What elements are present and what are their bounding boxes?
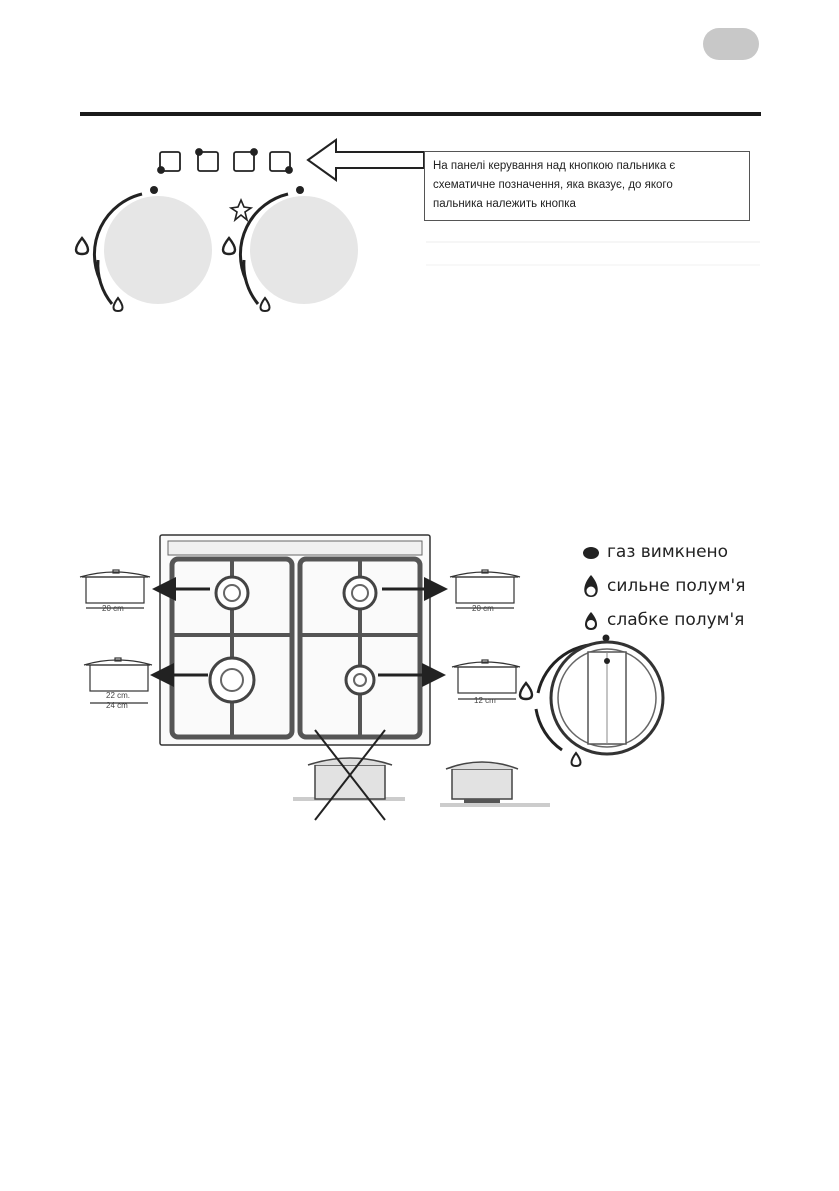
- header-divider: [80, 112, 761, 116]
- flame-icon: [580, 608, 602, 632]
- legend-high: [580, 573, 745, 599]
- burner-bottom-right: [346, 666, 374, 694]
- knob-large: [520, 635, 663, 767]
- off-dot-icon: [296, 186, 304, 194]
- flame-icon: [223, 238, 235, 254]
- pot-size-label: 20 cm: [472, 604, 494, 613]
- callout-line: пальника належить кнопка: [433, 198, 576, 210]
- burner-top-left: [216, 577, 248, 609]
- burner-position-icon: [196, 149, 218, 171]
- flame-icon: [114, 298, 123, 311]
- flame-icon: [261, 298, 270, 311]
- pot-correct-size: [440, 762, 550, 807]
- off-dot-icon: [603, 635, 610, 642]
- hob-top: [160, 535, 430, 745]
- pot-top-right: [450, 570, 520, 608]
- flame-icon: [76, 238, 88, 254]
- burner-position-icon: [158, 152, 180, 173]
- knob-left: [76, 186, 212, 311]
- pot-bottom-right: [452, 660, 520, 699]
- spark-icon: [231, 200, 251, 220]
- flame-icon: [520, 683, 532, 699]
- legend-low: [580, 607, 744, 633]
- page-number-tab: [703, 28, 759, 60]
- legend-high-label: сильне полум'я: [607, 576, 746, 596]
- pot-size-label: 24 cm: [106, 701, 128, 710]
- burner-position-icon: [234, 149, 257, 171]
- pot-size-label: 12 cm: [474, 696, 496, 705]
- knob-right: [223, 186, 358, 311]
- legend-low-label: слабке полум'я: [607, 610, 745, 630]
- pot-top-left: [80, 570, 150, 608]
- arrow-left-icon: [308, 140, 424, 180]
- hob-figure: [60, 515, 780, 825]
- flame-icon: [580, 573, 602, 599]
- legend-off-label: газ вимкнено: [607, 542, 729, 562]
- burner-bottom-left: [210, 658, 254, 702]
- callout-line: На панелі керування над кнопкою пальника є: [433, 160, 676, 172]
- burner-position-icon: [270, 152, 292, 173]
- flame-icon: [572, 753, 581, 766]
- pot-size-label: 22 cm.: [106, 691, 131, 700]
- off-dot-icon: [580, 543, 602, 561]
- burner-top-right: [344, 577, 376, 609]
- legend-off: [580, 539, 728, 565]
- callout-line: схематичне позначення, яка вказує, до якого: [433, 179, 673, 191]
- off-dot-icon: [150, 186, 158, 194]
- pot-size-label: 20 cm: [102, 604, 124, 613]
- callout-box: [424, 151, 750, 221]
